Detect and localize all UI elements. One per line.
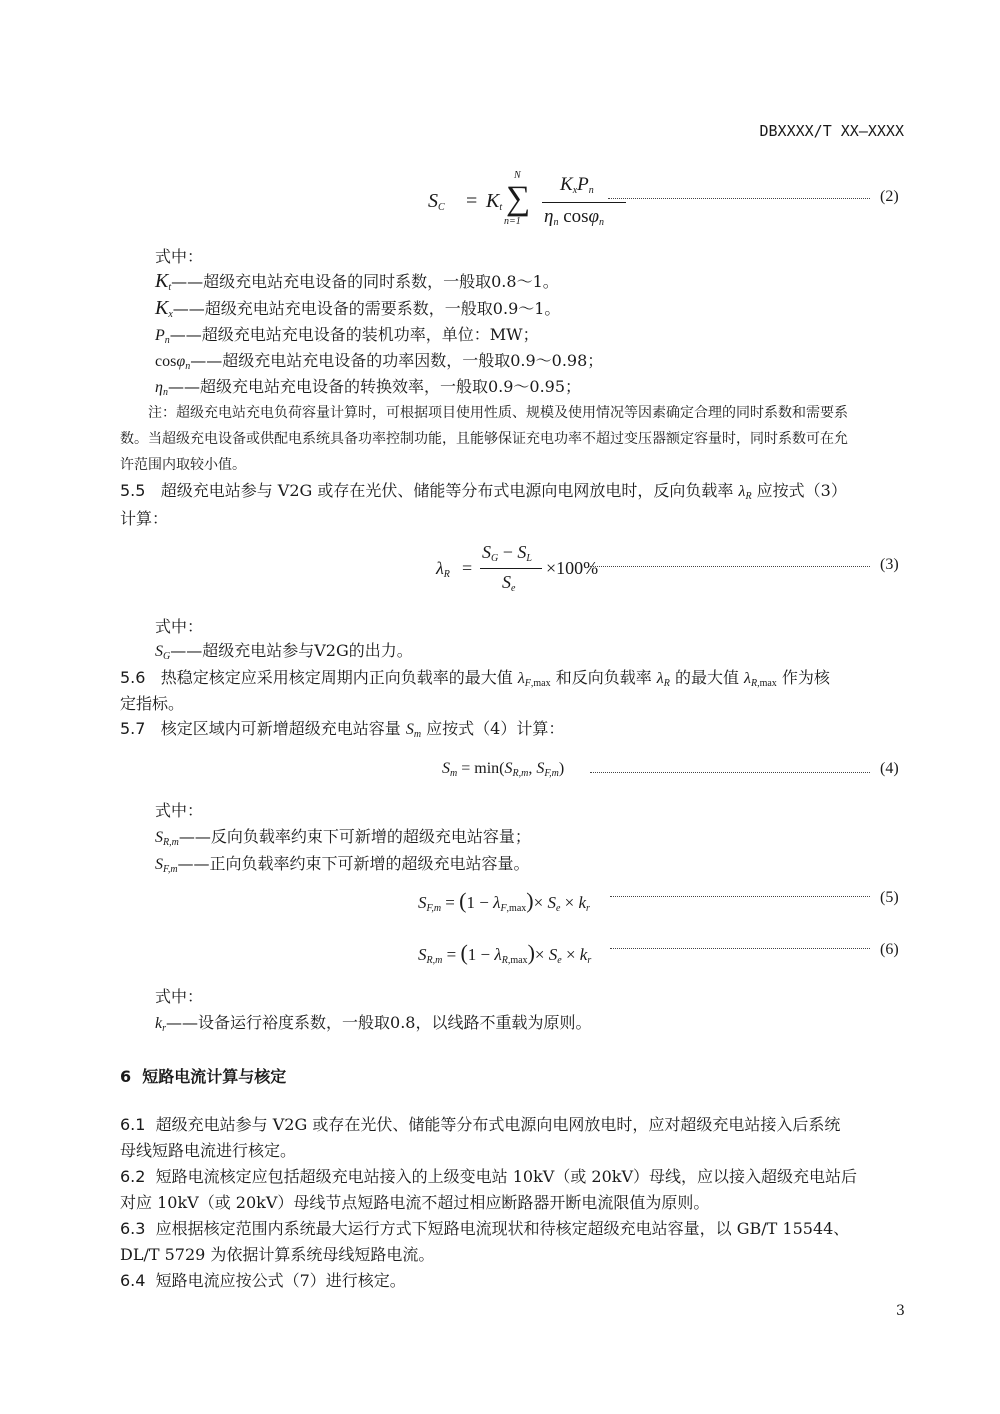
clause-6-2-cont: 对应 10kV（或 20kV）母线节点短路电流不超过相应断路器开断电流限值为原则。 [120, 1193, 710, 1212]
note-line-1: 注：超级充电站充电负荷容量计算时，可根据项目使用性质、规模及使用情况等因素确定合理的同时系数和需要系 [148, 405, 848, 421]
clause-5-6-cont: 定指标。 [120, 694, 185, 713]
clause-number: 5.5 [120, 481, 146, 500]
equation-number: (5) [880, 889, 899, 906]
definition-kx: $K_x——$超级充电站充电设备的需要系数，一般取0.9～1。 [155, 297, 561, 320]
page-number: 3 [896, 1303, 905, 1319]
clause-6-2: 6.2 短路电流核定应包括超级充电站接入的上级变电站 10kV（或 20kV）母线，应以接入超级充电站后 [120, 1167, 858, 1186]
clause-number: 5.6 [120, 668, 146, 687]
clause-5-7: 5.7 核定区域内可新增超级充电站容量 $S_m$ 应按式（4）计算： [120, 719, 565, 740]
clause-6-3: 6.3 应根据核定范围内系统最大运行方式下短路电流现状和待核定超级充电站容量，以 GB/T 15544、 [120, 1219, 850, 1238]
clause-5-5: 5.5 超级充电站参与 V2G 或存在光伏、储能等分布式电源向电网放电时，反向负载率 $\lambda_R$ 应按式（3） [120, 481, 847, 502]
definition-pn: $P_n——$超级充电站充电设备的装机功率，单位：MW； [155, 325, 539, 346]
definition-eta: $\eta_n——$超级充电站充电设备的转换效率，一般取0.9～0.95； [155, 377, 582, 398]
clause-number: 6.2 [120, 1167, 146, 1186]
where-label: 式中： [155, 987, 204, 1006]
clause-6-1: 6.1 超级充电站参与 V2G 或存在光伏、储能等分布式电源向电网放电时，应对超级充电站接入后系统 [120, 1115, 841, 1134]
definition-sfm: $S_{F,m}——$正向负载率约束下可新增的超级充电站容量。 [155, 854, 530, 875]
equation-5: $S_{F,m} = (1 - \lambda_{F,max})\times S_e \times k_r$ [418, 888, 590, 914]
equation-leader-dots [610, 948, 870, 949]
equation-leader-dots [610, 896, 870, 897]
equation-number: (6) [880, 941, 899, 958]
clause-number: 5.7 [120, 719, 146, 738]
definition-kt: $K_t——$超级充电站充电设备的同时系数，一般取0.8～1。 [155, 270, 559, 293]
where-label: 式中： [155, 617, 204, 636]
equation-6: $S_{R,m} = (1 - \lambda_{R,max})\times S_e \times k_r$ [418, 940, 592, 966]
section-heading: 6 短路电流计算与核定 [120, 1067, 287, 1086]
equation-leader-dots [590, 772, 870, 773]
clause-number: 6.3 [120, 1219, 146, 1238]
clause-6-1-cont: 母线短路电流进行核定。 [120, 1141, 297, 1160]
where-label: 式中： [155, 247, 204, 266]
equation-number: (3) [880, 556, 899, 573]
clause-6-4: 6.4 短路电流应按公式（7）进行核定。 [120, 1271, 406, 1290]
clause-5-5-cont: 计算： [120, 509, 169, 528]
clause-5-6: 5.6 热稳定核定应采用核定周期内正向负载率的最大值 $\lambda_{F,max}$ 和反向负载率 $\lambda_R$ 的最大值 $\lambda_{R,max}$ 作为核 [120, 668, 830, 689]
clause-number: 6.1 [120, 1115, 146, 1134]
note-line-3: 许范围内取较小值。 [120, 457, 246, 473]
clause-6-3-cont: DL/T 5729 为依据计算系统母线短路电流。 [120, 1245, 435, 1264]
where-label: 式中： [155, 801, 204, 820]
equation-leader-dots [590, 566, 870, 567]
definition-cos: cosφ$_n$——超级充电站充电设备的功率因数，一般取0.9～0.98； [155, 351, 604, 372]
definition-srm: $S_{R,m}——$反向负载率约束下可新增的超级充电站容量； [155, 827, 531, 848]
definition-sg: $S_G——$超级充电站参与V2G的出力。 [155, 641, 413, 662]
clause-number: 6.4 [120, 1271, 146, 1290]
note-line-2: 数。当超级充电设备或供配电系统具备功率控制功能，且能够保证充电功率不超过变压器额定容量时，同时系数可在允 [120, 431, 848, 447]
equation-number: (4) [880, 760, 899, 777]
equation-number: (2) [880, 188, 899, 205]
equation-4: $S_m = \min(S_{R,m}$, $S_{F,m}$) [442, 760, 565, 779]
equation-leader-dots [608, 198, 870, 199]
document-code: DBXXXX/T XX—XXXX [759, 122, 904, 140]
definition-kr: $k_r——$设备运行裕度系数，一般取0.8，以线路不重载为原则。 [155, 1013, 592, 1034]
